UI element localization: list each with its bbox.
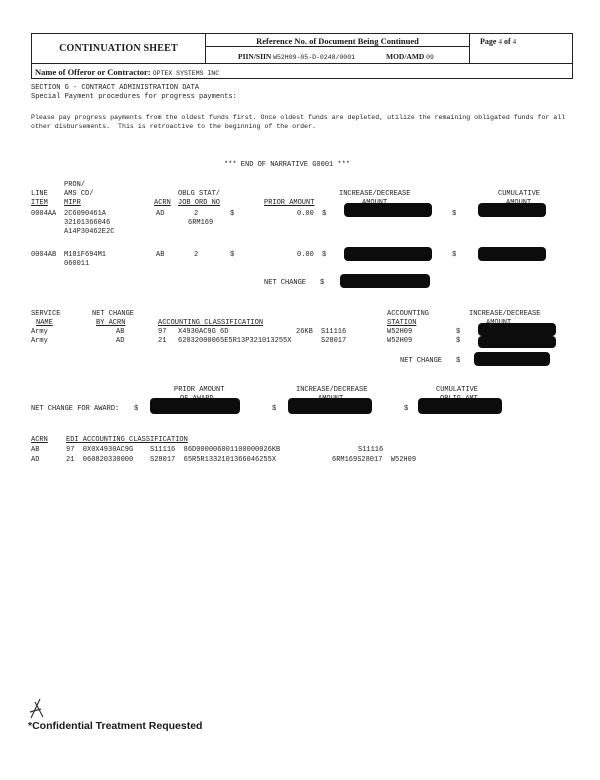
redaction-block [288,398,372,414]
col-incdec: INCREASE/DECREASE [339,190,411,198]
t2-row2-service: Army [31,337,48,345]
award-dollar-3: $ [404,405,409,413]
redaction-block [478,323,556,336]
page-box [470,34,572,64]
award-label: NET CHANGE FOR AWARD: [31,405,120,413]
offeror-field [35,67,219,77]
redaction-block [474,352,550,366]
reference-box [206,34,470,64]
row1-cum-dollar: $ [452,210,457,218]
col-item: ITEM [31,199,48,207]
col-incdec-2: INCREASE/DECREASE [469,310,541,318]
narrative-line-1: Please pay progress payments from the oldest funds first. Once oldest funds are depleted, utilize the remaining obligated funds for all [31,114,566,121]
t2-row1-s: S11116 [321,328,347,336]
row2-mipr-2: 060011 [64,260,90,268]
mod-label: MOD/AMD [386,52,425,61]
col-acrn: ACRN [154,199,171,207]
award-incdec-heading: INCREASE/DECREASE [296,386,368,394]
special-payment-label: Special Payment procedures for progress payments: [31,93,237,101]
end-narrative: *** END OF NARRATIVE G0001 *** [224,161,351,169]
page-number [480,37,516,46]
row2-prior: 0.00 [297,251,314,259]
col-job: JOB ORD NO [178,199,221,207]
col-oblg: OBLG STAT/ [178,190,221,198]
col-service: SERVICE [31,310,61,318]
redaction-block [344,203,432,217]
net-change-dollar-2: $ [456,357,461,365]
t2-row1-extra: 26KB [296,328,313,336]
piin-value: W52H09-05-D-0248/0001 [273,54,356,61]
t2-row1-code: 97 [158,328,167,336]
redaction-block [344,247,432,261]
row1-dollar: $ [230,210,235,218]
signature-mark [28,696,54,722]
col-prior: PRIOR AMOUNT [264,199,315,207]
row2-dollar: $ [230,251,235,259]
col-line: LINE [31,190,48,198]
page-label: Page [480,37,497,46]
col-by-acrn: BY ACRN [96,319,126,327]
piin-field [238,52,355,61]
edi-row2-text: 21 060820330000 S28017 65R5R1332101366046255X [66,456,277,464]
award-prior-heading: PRIOR AMOUNT [174,386,225,394]
t2-row1-acrn: AB [116,328,125,336]
row1-item: 0004AA [31,210,57,218]
col-station: STATION [387,319,417,327]
row1-oblg: 2 [194,210,199,218]
award-cumulative-heading: CUMULATIVE [436,386,479,394]
row1-mipr-3: A14P30462E2C [64,228,115,236]
col-mipr: MIPR [64,199,81,207]
redaction-block [418,398,502,414]
t2-row2-station: W52H09 [387,337,413,345]
t2-row2-dollar: $ [456,337,461,345]
piin-label: PIIN/SIIN [238,52,272,61]
edi-row1-right: S11116 [358,446,384,454]
edi-col-acrn: ACRN [31,436,48,444]
confidential-note: *Confidential Treatment Requested [28,720,203,732]
row2-item: 0004AB [31,251,57,259]
t2-row2-s: S28017 [321,337,347,345]
row1-acrn: AD [156,210,165,218]
reference-divider [206,46,469,47]
net-change-dollar: $ [320,279,325,287]
t2-row2-code: 21 [158,337,167,345]
col-pron: PRON/ [64,181,86,189]
edi-row2-acrn: AD [31,456,40,464]
header-box [31,33,573,79]
net-change-label-2: NET CHANGE [400,357,443,365]
t2-row2-acct: 62032000065E5R13P321013255X [178,337,292,345]
net-change-label: NET CHANGE [264,279,307,287]
offeror-value: OPTEX SYSTEMS INC [152,70,220,77]
section-heading: SECTION G - CONTRACT ADMINISTRATION DATA [31,84,200,92]
col-name: NAME [36,319,53,327]
mod-value: 09 [426,54,434,61]
row2-mipr: M181F694M1 [64,251,107,259]
t2-row1-station: W52H09 [387,328,413,336]
col-net-change: NET CHANGE [92,310,135,318]
redaction-block [478,336,556,348]
row1-prior: 0.00 [297,210,314,218]
row2-incdec-dollar: $ [322,251,327,259]
t2-row1-service: Army [31,328,48,336]
t2-row1-acct: X4930AC9G 6D [178,328,229,336]
offeror-label: Name of Offeror or Contractor: [35,67,151,77]
mod-field [386,52,434,61]
sheet-title: CONTINUATION SHEET [32,34,206,64]
edi-row2-right: 6RM169S28017 W52H09 [332,456,417,464]
award-dollar-2: $ [272,405,277,413]
redaction-block [478,247,546,261]
page-of: of [503,37,511,46]
row2-acrn: AB [156,251,165,259]
col-cumulative: CUMULATIVE [498,190,541,198]
redaction-block [150,398,240,414]
edi-col-class: EDI ACCOUNTING CLASSIFICATION [66,436,188,444]
col-acct-class: ACCOUNTING CLASSIFICATION [158,319,264,327]
t2-row1-dollar: $ [456,328,461,336]
page-current: 4 [498,38,502,46]
row2-cum-dollar: $ [452,251,457,259]
col-accounting: ACCOUNTING [387,310,430,318]
row1-job: 6RM169 [188,219,214,227]
col-ams: AMS CD/ [64,190,94,198]
row1-incdec-dollar: $ [322,210,327,218]
reference-label: Reference No. of Document Being Continued [256,36,419,46]
edi-row1-acrn: AB [31,446,40,454]
narrative-line-2: other disbursements. This is retroactive to the beginning of the order. [31,123,316,130]
row1-mipr: 2C6090461A [64,210,107,218]
redaction-block [478,203,546,217]
award-dollar-1: $ [134,405,139,413]
redaction-block [340,274,430,288]
edi-row1-text: 97 0X0X4930AC9G S11116 86D000006001100000026KB [66,446,281,454]
page-total: 4 [512,38,517,46]
t2-row2-acrn: AD [116,337,125,345]
row2-oblg: 2 [194,251,199,259]
row1-mipr-2: 32101366046 [64,219,111,227]
